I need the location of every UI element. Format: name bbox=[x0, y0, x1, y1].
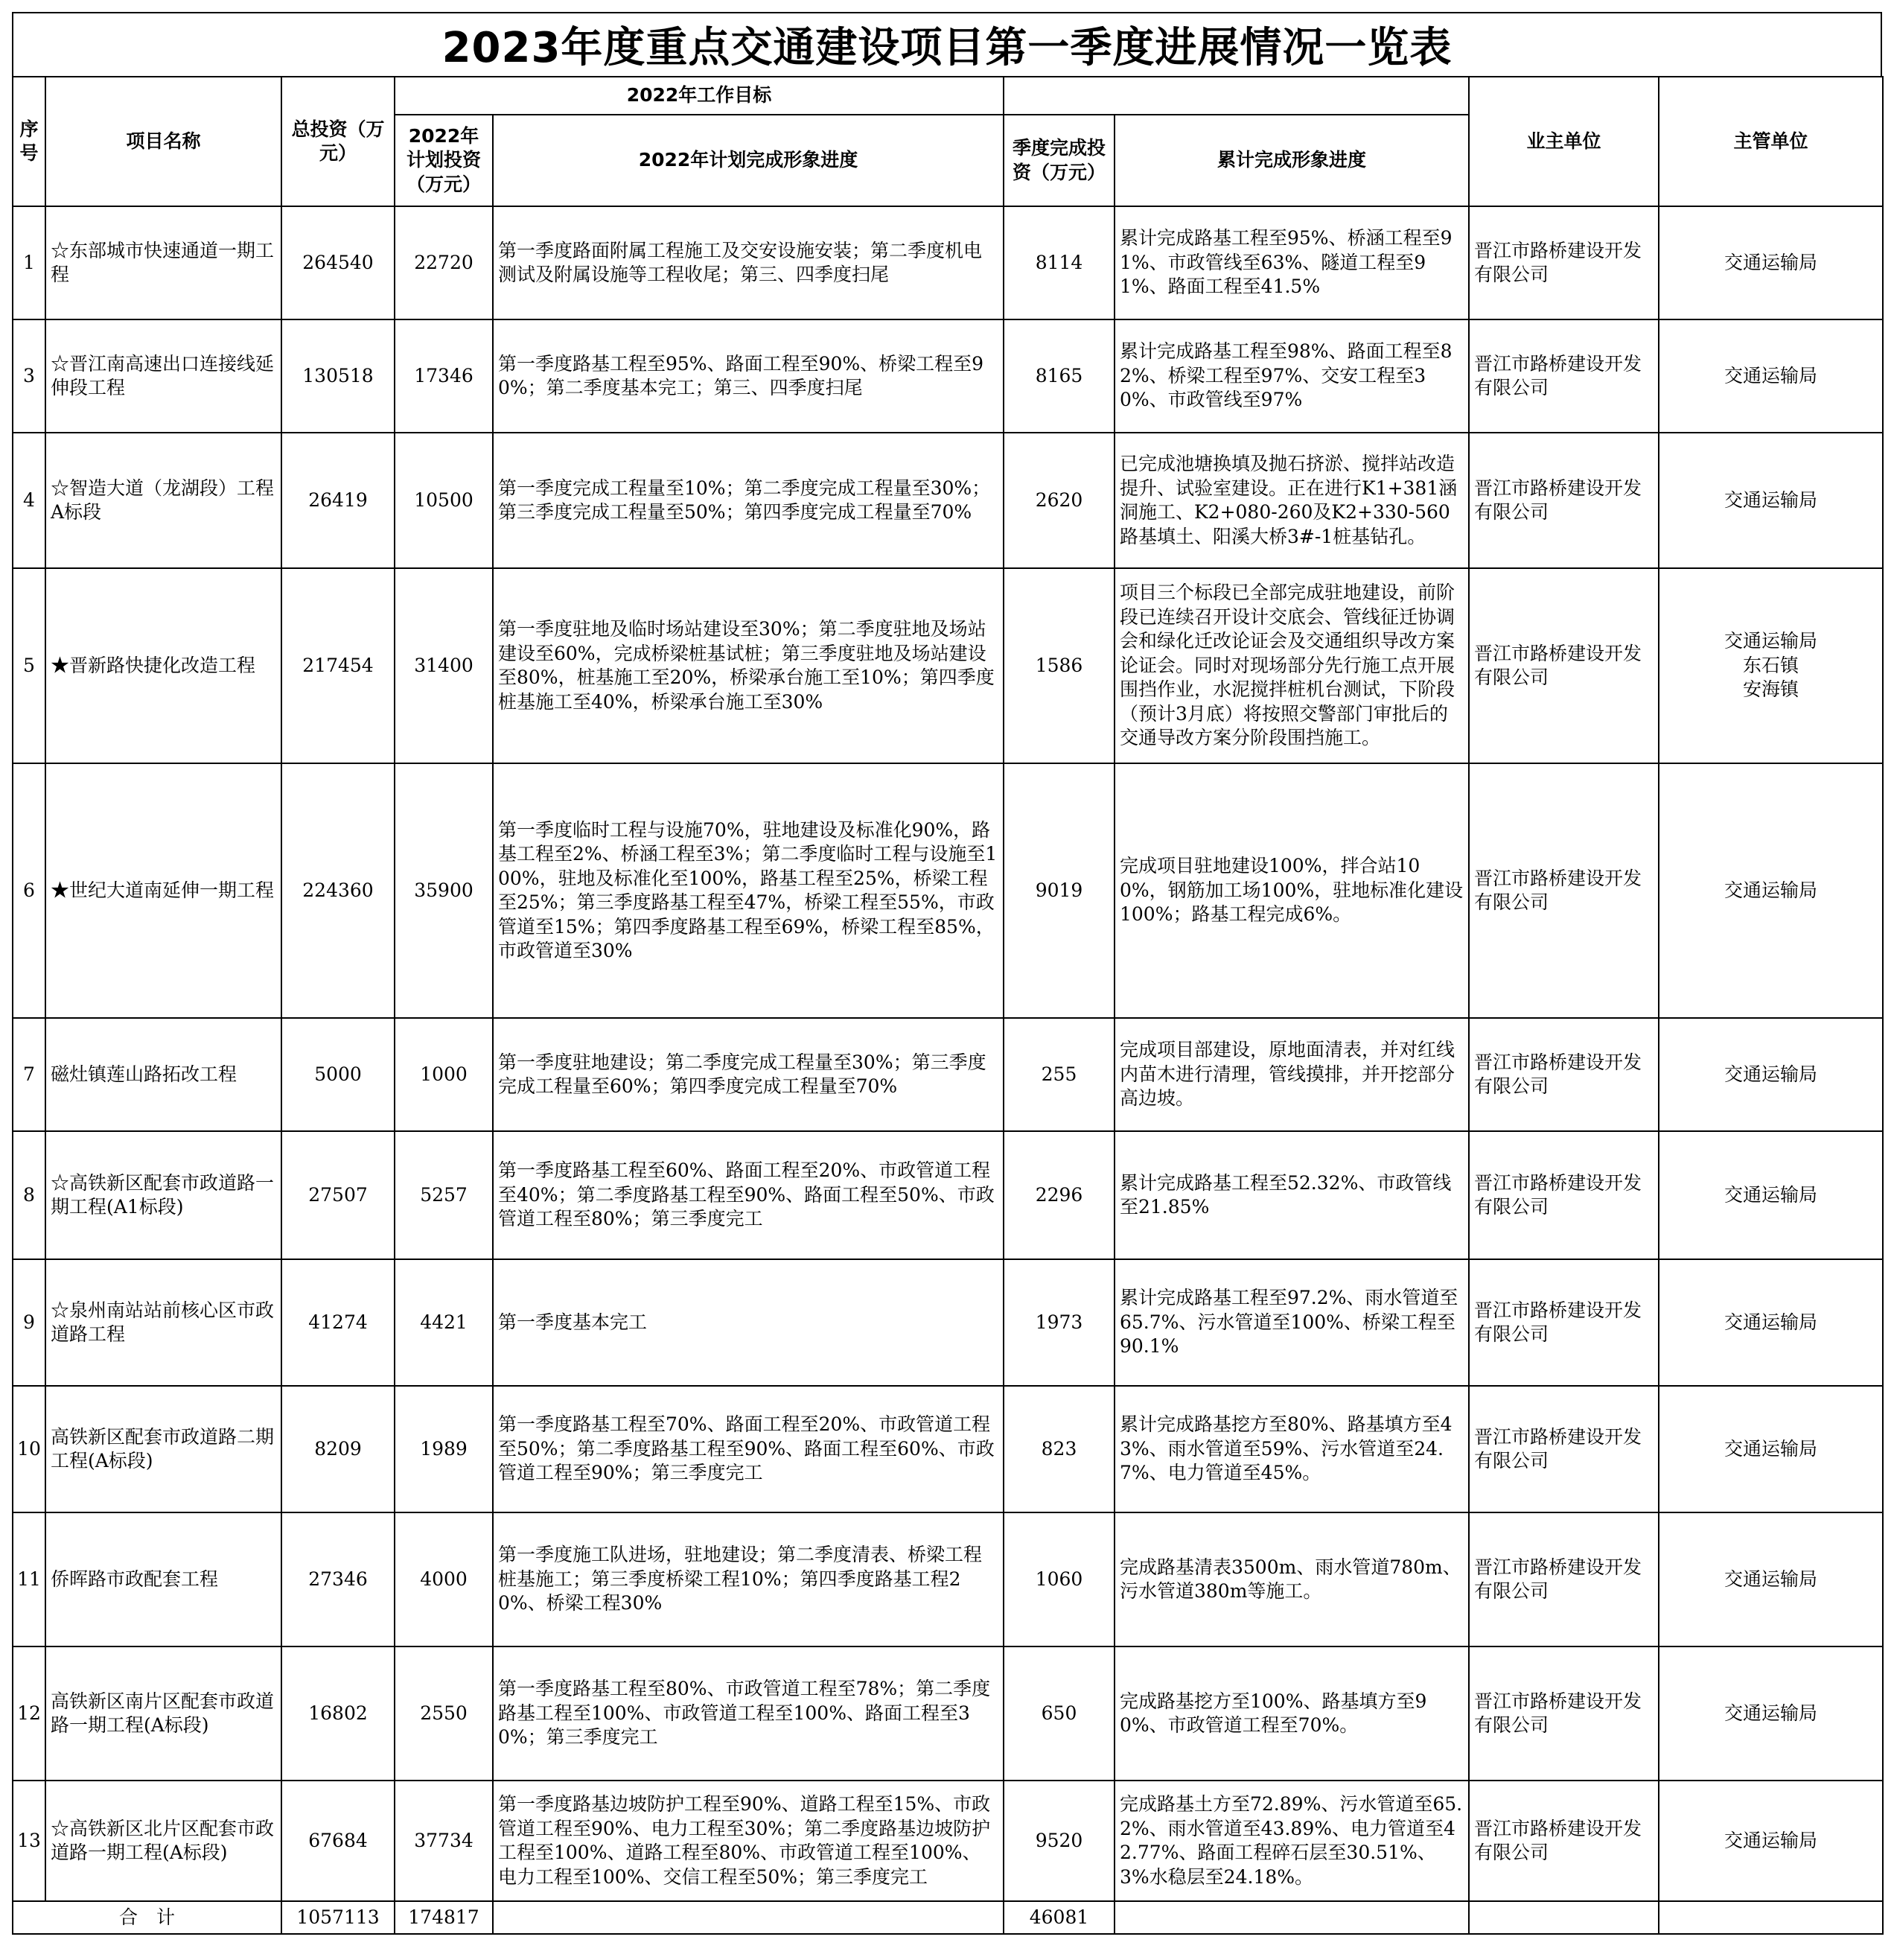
row-plan-investment: 4421 bbox=[395, 1259, 493, 1386]
row-cumulative-progress: 完成项目驻地建设100%，拌合站100%，钢筋加工场100%，驻地标准化建设100%；路基工程完成6%。 bbox=[1115, 763, 1469, 1018]
row-quarter-investment: 650 bbox=[1004, 1646, 1115, 1781]
row-project-name: ☆高铁新区北片区配套市政道路一期工程(A标段) bbox=[45, 1781, 281, 1901]
table-row bbox=[13, 568, 1883, 763]
total-label: 合 计 bbox=[13, 1901, 281, 1934]
table-row bbox=[13, 763, 1883, 1018]
row-cumulative-progress: 已完成池塘换填及抛石挤淤、搅拌站改造提升、试验室建设。正在进行K1+381涵洞施工、K2+080-260及K2+330-560路基填土、阳溪大桥3#-1桩基钻孔。 bbox=[1115, 433, 1469, 568]
row-total-investment: 217454 bbox=[281, 568, 395, 763]
row-project-name: 高铁新区南片区配套市政道路一期工程(A标段) bbox=[45, 1646, 281, 1781]
row-total-investment: 27507 bbox=[281, 1131, 395, 1259]
row-manager: 交通运输局 bbox=[1659, 206, 1883, 319]
row-plan-investment: 22720 bbox=[395, 206, 493, 319]
row-project-name: ★世纪大道南延伸一期工程 bbox=[45, 763, 281, 1018]
row-quarter-investment: 8114 bbox=[1004, 206, 1115, 319]
report-sheet bbox=[12, 12, 1882, 1948]
row-cumulative-progress: 项目三个标段已全部完成驻地建设，前阶段已连续召开设计交底会、管线征迁协调会和绿化迁改论证会及交通组织导改方案论证会。同时对现场部分先行施工点开展围挡作业，水泥搅拌桩机台测试，下阶段（预计3月底）将按照交警部门审批后的交通导改方案分阶段围挡施工。 bbox=[1115, 568, 1469, 763]
row-project-name: 磁灶镇莲山路拓改工程 bbox=[45, 1018, 281, 1131]
row-manager: 交通运输局 bbox=[1659, 433, 1883, 568]
table-row bbox=[13, 1512, 1883, 1646]
row-cumulative-progress: 累计完成路基工程至95%、桥涵工程至91%、市政管线至63%、隧道工程至91%、路面工程至41.5% bbox=[1115, 206, 1469, 319]
row-quarter-investment: 2620 bbox=[1004, 433, 1115, 568]
row-owner: 晋江市路桥建设开发有限公司 bbox=[1469, 1018, 1659, 1131]
row-plan-progress: 第一季度路基边坡防护工程至90%、道路工程至15%、市政管道工程至90%、电力工程至30%；第二季度路基边坡防护工程至100%、道路工程至80%、市政管道工程至100%、电力工程至100%、交信工程至50%；第三季度完工 bbox=[493, 1781, 1004, 1901]
row-quarter-investment: 2296 bbox=[1004, 1131, 1115, 1259]
header-project-name: 项目名称 bbox=[45, 77, 281, 206]
row-seq: 5 bbox=[13, 568, 45, 763]
page-title: 2023年度重点交通建设项目第一季度进展情况一览表 bbox=[12, 12, 1882, 76]
row-plan-progress: 第一季度路基工程至60%、路面工程至20%、市政管道工程至40%；第二季度路基工程至90%、路面工程至50%、市政管道工程至80%；第三季度完工 bbox=[493, 1131, 1004, 1259]
row-owner: 晋江市路桥建设开发有限公司 bbox=[1469, 1259, 1659, 1386]
row-owner: 晋江市路桥建设开发有限公司 bbox=[1469, 1781, 1659, 1901]
row-manager: 交通运输局 bbox=[1659, 1646, 1883, 1781]
row-seq: 8 bbox=[13, 1131, 45, 1259]
row-cumulative-progress: 累计完成路基工程至97.2%、雨水管道至65.7%、污水管道至100%、桥梁工程至90.1% bbox=[1115, 1259, 1469, 1386]
row-plan-progress: 第一季度路基工程至70%、路面工程至20%、市政管道工程至50%；第二季度路基工程至90%、路面工程至60%、市政管道工程至90%；第三季度完工 bbox=[493, 1386, 1004, 1512]
row-plan-investment: 17346 bbox=[395, 319, 493, 433]
row-total-investment: 8209 bbox=[281, 1386, 395, 1512]
project-table bbox=[12, 76, 1884, 1935]
row-plan-progress: 第一季度路基工程至95%、路面工程至90%、桥梁工程至90%；第二季度基本完工；第三、四季度扫尾 bbox=[493, 319, 1004, 433]
row-total-investment: 16802 bbox=[281, 1646, 395, 1781]
table-row bbox=[13, 1018, 1883, 1131]
row-plan-progress: 第一季度临时工程与设施70%，驻地建设及标准化90%，路基工程至2%、桥涵工程至3%；第二季度临时工程与设施至100%，驻地及标准化至100%，路基工程至25%，桥梁工程至25%；第三季度路基工程至47%，桥梁工程至55%，市政管道至15%；第四季度路基工程至69%，桥梁工程至85%，市政管道至30% bbox=[493, 763, 1004, 1018]
row-owner: 晋江市路桥建设开发有限公司 bbox=[1469, 1386, 1659, 1512]
row-total-investment: 41274 bbox=[281, 1259, 395, 1386]
row-quarter-investment: 823 bbox=[1004, 1386, 1115, 1512]
row-cumulative-progress: 累计完成路基挖方至80%、路基填方至43%、雨水管道至59%、污水管道至24.7%、电力管道至45%。 bbox=[1115, 1386, 1469, 1512]
header-seq: 序号 bbox=[13, 77, 45, 206]
row-manager: 交通运输局 bbox=[1659, 1781, 1883, 1901]
total-row bbox=[13, 1901, 1883, 1934]
table-row bbox=[13, 1781, 1883, 1901]
row-manager: 交通运输局 bbox=[1659, 1386, 1883, 1512]
row-plan-investment: 4000 bbox=[395, 1512, 493, 1646]
row-plan-progress: 第一季度驻地及临时场站建设至30%；第二季度驻地及场站建设至60%，完成桥梁桩基试桩；第三季度驻地及场站建设至80%，桩基施工至20%，桥梁承台施工至10%；第四季度桩基施工至40%，桥梁承台施工至30% bbox=[493, 568, 1004, 763]
row-quarter-investment: 9019 bbox=[1004, 763, 1115, 1018]
row-plan-investment: 31400 bbox=[395, 568, 493, 763]
row-owner: 晋江市路桥建设开发有限公司 bbox=[1469, 1131, 1659, 1259]
row-plan-investment: 35900 bbox=[395, 763, 493, 1018]
table-row bbox=[13, 1259, 1883, 1386]
row-seq: 10 bbox=[13, 1386, 45, 1512]
row-total-investment: 130518 bbox=[281, 319, 395, 433]
row-project-name: ☆高铁新区配套市政道路一期工程(A1标段) bbox=[45, 1131, 281, 1259]
total-empty-cell bbox=[1115, 1901, 1469, 1934]
row-project-name: ☆智造大道（龙湖段）工程A标段 bbox=[45, 433, 281, 568]
row-seq: 4 bbox=[13, 433, 45, 568]
row-manager: 交通运输局 东石镇 安海镇 bbox=[1659, 568, 1883, 763]
row-plan-progress: 第一季度驻地建设；第二季度完成工程量至30%；第三季度完成工程量至60%；第四季度完成工程量至70% bbox=[493, 1018, 1004, 1131]
header-plan-progress: 2022年计划完成形象进度 bbox=[493, 115, 1004, 206]
row-project-name: 高铁新区配套市政道路二期工程(A标段) bbox=[45, 1386, 281, 1512]
row-plan-investment: 5257 bbox=[395, 1131, 493, 1259]
total-empty-cell bbox=[493, 1901, 1004, 1934]
table-body bbox=[13, 206, 1883, 1901]
row-project-name: ★晋新路快捷化改造工程 bbox=[45, 568, 281, 763]
row-plan-investment: 2550 bbox=[395, 1646, 493, 1781]
table-row bbox=[13, 433, 1883, 568]
row-manager: 交通运输局 bbox=[1659, 1018, 1883, 1131]
header-owner: 业主单位 bbox=[1469, 77, 1659, 206]
row-manager: 交通运输局 bbox=[1659, 1259, 1883, 1386]
total-empty-cell bbox=[1659, 1901, 1883, 1934]
row-plan-progress: 第一季度完成工程量至10%；第二季度完成工程量至30%；第三季度完成工程量至50%；第四季度完成工程量至70% bbox=[493, 433, 1004, 568]
table-row bbox=[13, 1131, 1883, 1259]
row-quarter-investment: 1060 bbox=[1004, 1512, 1115, 1646]
row-owner: 晋江市路桥建设开发有限公司 bbox=[1469, 1512, 1659, 1646]
row-seq: 12 bbox=[13, 1646, 45, 1781]
row-total-investment: 5000 bbox=[281, 1018, 395, 1131]
row-seq: 3 bbox=[13, 319, 45, 433]
row-cumulative-progress: 完成路基土方至72.89%、污水管道至65.2%、雨水管道至43.89%、电力管道至42.77%、路面工程碎石层至30.51%、3%水稳层至24.18%。 bbox=[1115, 1781, 1469, 1901]
row-project-name: 侨晖路市政配套工程 bbox=[45, 1512, 281, 1646]
row-cumulative-progress: 累计完成路基工程至98%、路面工程至82%、桥梁工程至97%、交安工程至30%、市政管线至97% bbox=[1115, 319, 1469, 433]
row-manager: 交通运输局 bbox=[1659, 1512, 1883, 1646]
row-plan-progress: 第一季度施工队进场，驻地建设；第二季度清表、桥梁工程桩基施工；第三季度桥梁工程10%；第四季度路基工程20%、桥梁工程30% bbox=[493, 1512, 1004, 1646]
row-quarter-investment: 255 bbox=[1004, 1018, 1115, 1131]
row-cumulative-progress: 完成项目部建设，原地面清表，并对红线内苗木进行清理，管线摸排，并开挖部分高边坡。 bbox=[1115, 1018, 1469, 1131]
row-total-investment: 26419 bbox=[281, 433, 395, 568]
row-plan-progress: 第一季度基本完工 bbox=[493, 1259, 1004, 1386]
row-plan-investment: 37734 bbox=[395, 1781, 493, 1901]
table-row bbox=[13, 206, 1883, 319]
row-manager: 交通运输局 bbox=[1659, 319, 1883, 433]
row-seq: 6 bbox=[13, 763, 45, 1018]
row-owner: 晋江市路桥建设开发有限公司 bbox=[1469, 763, 1659, 1018]
header-progress-group bbox=[1004, 77, 1469, 115]
row-owner: 晋江市路桥建设开发有限公司 bbox=[1469, 433, 1659, 568]
row-manager: 交通运输局 bbox=[1659, 1131, 1883, 1259]
header-cumulative-progress: 累计完成形象进度 bbox=[1115, 115, 1469, 206]
header-manager: 主管单位 bbox=[1659, 77, 1883, 206]
row-cumulative-progress: 累计完成路基工程至52.32%、市政管线至21.85% bbox=[1115, 1131, 1469, 1259]
quarter-investment-sum: 46081 bbox=[1004, 1901, 1115, 1934]
row-manager: 交通运输局 bbox=[1659, 763, 1883, 1018]
total-empty-cell bbox=[1469, 1901, 1659, 1934]
row-plan-progress: 第一季度路基工程至80%、市政管道工程至78%；第二季度路基工程至100%、市政管道工程至100%、路面工程至30%；第三季度完工 bbox=[493, 1646, 1004, 1781]
row-seq: 11 bbox=[13, 1512, 45, 1646]
row-plan-investment: 10500 bbox=[395, 433, 493, 568]
row-owner: 晋江市路桥建设开发有限公司 bbox=[1469, 319, 1659, 433]
total-investment-sum: 1057113 bbox=[281, 1901, 395, 1934]
row-plan-investment: 1000 bbox=[395, 1018, 493, 1131]
row-seq: 7 bbox=[13, 1018, 45, 1131]
row-seq: 13 bbox=[13, 1781, 45, 1901]
row-cumulative-progress: 完成路基清表3500m、雨水管道780m、污水管道380m等施工。 bbox=[1115, 1512, 1469, 1646]
row-project-name: ☆晋江南高速出口连接线延伸段工程 bbox=[45, 319, 281, 433]
row-owner: 晋江市路桥建设开发有限公司 bbox=[1469, 206, 1659, 319]
row-total-investment: 27346 bbox=[281, 1512, 395, 1646]
row-project-name: ☆泉州南站站前核心区市政道路工程 bbox=[45, 1259, 281, 1386]
row-total-investment: 264540 bbox=[281, 206, 395, 319]
row-owner: 晋江市路桥建设开发有限公司 bbox=[1469, 1646, 1659, 1781]
row-plan-investment: 1989 bbox=[395, 1386, 493, 1512]
row-total-investment: 224360 bbox=[281, 763, 395, 1018]
table-row bbox=[13, 1386, 1883, 1512]
table-row bbox=[13, 1646, 1883, 1781]
header-quarter-investment: 季度完成投资（万元） bbox=[1004, 115, 1115, 206]
row-quarter-investment: 1973 bbox=[1004, 1259, 1115, 1386]
row-total-investment: 67684 bbox=[281, 1781, 395, 1901]
row-cumulative-progress: 完成路基挖方至100%、路基填方至90%、市政管道工程至70%。 bbox=[1115, 1646, 1469, 1781]
row-seq: 1 bbox=[13, 206, 45, 319]
row-plan-progress: 第一季度路面附属工程施工及交安设施安装；第二季度机电测试及附属设施等工程收尾；第三、四季度扫尾 bbox=[493, 206, 1004, 319]
row-quarter-investment: 1586 bbox=[1004, 568, 1115, 763]
row-seq: 9 bbox=[13, 1259, 45, 1386]
plan-investment-sum: 174817 bbox=[395, 1901, 493, 1934]
row-project-name: ☆东部城市快速通道一期工程 bbox=[45, 206, 281, 319]
row-owner: 晋江市路桥建设开发有限公司 bbox=[1469, 568, 1659, 763]
header-2022-goals: 2022年工作目标 bbox=[395, 77, 1004, 115]
header-total-investment: 总投资（万元） bbox=[281, 77, 395, 206]
row-quarter-investment: 9520 bbox=[1004, 1781, 1115, 1901]
table-row bbox=[13, 319, 1883, 433]
header-plan-investment: 2022年计划投资（万元） bbox=[395, 115, 493, 206]
row-quarter-investment: 8165 bbox=[1004, 319, 1115, 433]
